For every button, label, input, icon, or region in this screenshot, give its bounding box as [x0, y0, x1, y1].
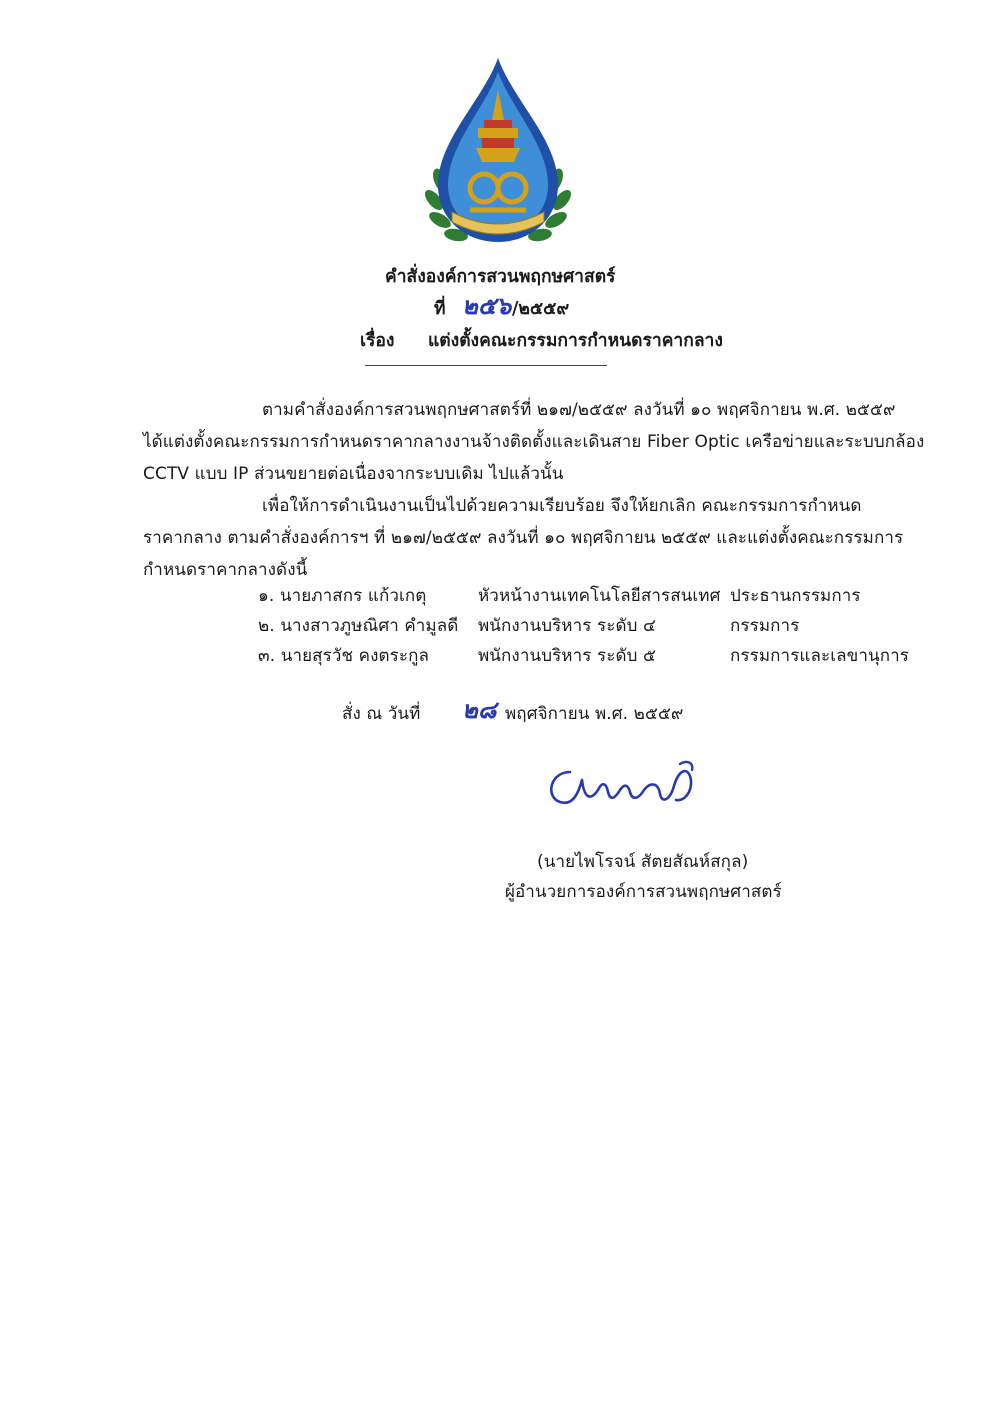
committee-member-role: กรรมการและเลขานุการ [730, 646, 910, 666]
order-date-prefix: สั่ง ณ วันที่ [342, 704, 421, 724]
order-title: คำสั่งองค์การสวนพฤกษศาสตร์ [385, 267, 616, 287]
para1-line3: CCTV แบบ IP ส่วนขยายต่อเนื่องจากระบบเดิม ไปแล้วนั้น [143, 464, 564, 484]
committee-member-position: หัวหน้างานเทคโนโลยีสารสนเทศ [478, 586, 721, 606]
order-number-suffix: /๒๕๕๙ [512, 299, 570, 319]
committee-member-role: ประธานกรรมการ [730, 586, 861, 606]
subject-text: แต่งตั้งคณะกรรมการกำหนดราคากลาง [428, 331, 723, 351]
para2-line2: ราคากลาง ตามคำสั่งองค์การฯ ที่ ๒๑๗/๒๕๕๙ ลงวันที่ ๑๐ พฤศจิกายน ๒๕๕๙ และแต่งตั้งคณะกรรมการ [143, 528, 904, 548]
order-date-suffix: พฤศจิกายน พ.ศ. ๒๕๕๙ [505, 704, 684, 724]
committee-member-position: พนักงานบริหาร ระดับ ๕ [478, 646, 656, 666]
para2-line3: กำหนดราคากลางดังนี้ [143, 560, 308, 580]
committee-member-name: ๓. นายสุรวัช คงตระกูล [258, 646, 430, 666]
signatory-title: ผู้อำนวยการองค์การสวนพฤกษศาสตร์ [505, 882, 782, 902]
para1-line2: ได้แต่งตั้งคณะกรรมการกำหนดราคากลางงานจ้างติดตั้งและเดินสาย Fiber Optic เครือข่ายและระบบกล้อง [143, 432, 925, 452]
header-divider [365, 365, 607, 366]
subject-label: เรื่อง [360, 331, 395, 351]
para2-line1: เพื่อให้การดำเนินงานเป็นไปด้วยความเรียบร้อย จึงให้ยกเลิก คณะกรรมการกำหนด [262, 496, 862, 516]
committee-member-position: พนักงานบริหาร ระดับ ๔ [478, 616, 656, 636]
committee-member-role: กรรมการ [730, 616, 800, 636]
order-number-label: ที่ [434, 299, 446, 319]
committee-member-name: ๒. นางสาวภูษณิศา คำมูลดี [258, 616, 459, 636]
signatory-name: (นายไพโรจน์ สัตยสัณห์สกุล) [537, 852, 749, 872]
order-date-day-handwritten: ๒๘ [462, 695, 497, 724]
committee-member-name: ๑. นายภาสกร แก้วเกตุ [258, 586, 427, 606]
order-number-handwritten: ๒๕๖ [462, 291, 512, 320]
handwritten-signature [540, 752, 720, 822]
organization-logo [418, 50, 578, 250]
para1-line1: ตามคำสั่งองค์การสวนพฤกษศาสตร์ที่ ๒๑๗/๒๕๕๙ ลงวันที่ ๑๐ พฤศจิกายน พ.ศ. ๒๕๕๙ [262, 400, 896, 420]
